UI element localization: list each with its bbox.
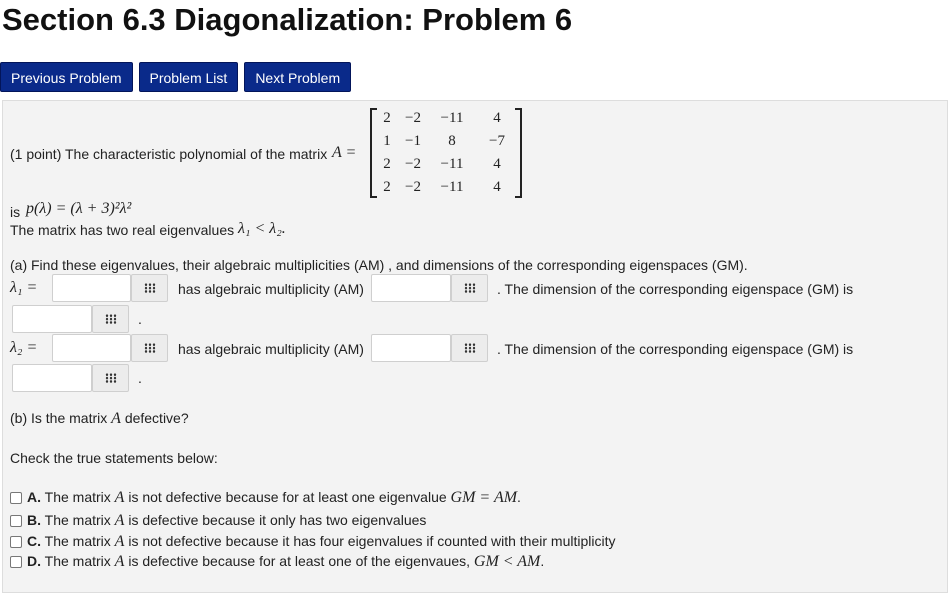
am-label-2: has algebraic multiplicity (AM)	[178, 341, 364, 357]
matrix-cell: 4	[493, 179, 501, 195]
matrix-cell: −7	[489, 133, 505, 149]
matrix-cell: 2	[383, 156, 391, 172]
grid-icon	[144, 343, 156, 353]
lambda1-label: λ₁ =	[10, 279, 38, 296]
gm-label-2: . The dimension of the corresponding eigenspace (GM) is	[497, 341, 854, 357]
period: .	[138, 311, 142, 327]
part-b-text	[10, 410, 189, 428]
eigen-inequality: λ₁ < λ₂.	[238, 220, 286, 237]
am1-matrix-button[interactable]	[451, 274, 488, 302]
am-label-1: has algebraic multiplicity (AM)	[178, 281, 364, 297]
gm1-matrix-button[interactable]	[92, 305, 129, 333]
option-math: GM < AM	[473, 553, 541, 570]
option-var: A	[114, 553, 125, 570]
option-math: GM = AM	[450, 489, 518, 506]
option-var: A	[114, 512, 125, 529]
option-a	[10, 489, 521, 507]
option-letter: C.	[27, 533, 41, 549]
lambda2-input[interactable]	[52, 334, 131, 362]
part-b-var: A	[111, 410, 121, 427]
matrix-cell: 1	[383, 133, 391, 149]
problem-intro: (1 point) The characteristic polynomial of the matrix	[10, 146, 328, 162]
option-var: A	[114, 489, 125, 506]
am2-matrix-button[interactable]	[451, 334, 488, 362]
grid-icon	[464, 283, 476, 293]
option-d	[10, 553, 544, 571]
matrix-cell: −11	[440, 179, 464, 195]
gm2-matrix-button[interactable]	[92, 364, 129, 392]
eigen-statement: The matrix has two real eigenvalues	[10, 222, 235, 238]
option-text: is not defective because it has four eigenvalues if counted with their multiplicity	[128, 533, 616, 549]
matrix-cell: 4	[493, 156, 501, 172]
option-c	[10, 533, 615, 551]
gm1-input[interactable]	[12, 305, 92, 333]
part-b-post: defective?	[124, 410, 189, 426]
matrix-cell: −1	[405, 133, 421, 149]
option-letter: A.	[27, 489, 41, 505]
option-tail: .	[517, 489, 521, 505]
matrix-A	[370, 108, 522, 200]
lambda1-input[interactable]	[52, 274, 131, 302]
period: .	[138, 370, 142, 386]
matrix-cell: −11	[440, 156, 464, 172]
characteristic-polynomial: p(λ) = (λ + 3)²λ²	[26, 200, 132, 217]
option-a-checkbox[interactable]	[10, 492, 22, 504]
option-text: is not defective because for at least one eigenvalue	[128, 489, 447, 505]
option-var: A	[114, 533, 125, 550]
grid-icon	[144, 283, 156, 293]
lambda2-label: λ₂ =	[10, 339, 38, 356]
problem-list-button[interactable]: Problem List	[139, 62, 239, 92]
check-instruction: Check the true statements below:	[10, 450, 218, 466]
matrix-cell: 8	[448, 133, 456, 149]
part-b-pre: (b) Is the matrix	[10, 410, 108, 426]
am1-input[interactable]	[371, 274, 451, 302]
matrix-cell: −2	[405, 156, 421, 172]
am2-input[interactable]	[371, 334, 451, 362]
part-a-text: (a) Find these eigenvalues, their algebraic multiplicities (AM) , and dimensions of the corresponding eigenspaces (GM).	[10, 257, 748, 273]
grid-icon	[464, 343, 476, 353]
grid-icon	[105, 373, 117, 383]
option-pre: The matrix	[44, 489, 111, 505]
option-d-checkbox[interactable]	[10, 556, 22, 568]
option-text: is defective because for at least one of the eigenvaues,	[128, 553, 470, 569]
matrix-cell: −2	[405, 110, 421, 126]
matrix-right-bracket	[515, 108, 522, 198]
option-b-checkbox[interactable]	[10, 515, 22, 527]
option-pre: The matrix	[44, 512, 111, 528]
gm2-input[interactable]	[12, 364, 92, 392]
option-letter: D.	[27, 553, 41, 569]
option-letter: B.	[27, 512, 41, 528]
grid-icon	[105, 314, 117, 324]
page-title: Section 6.3 Diagonalization: Problem 6	[2, 2, 573, 37]
option-pre: The matrix	[44, 553, 111, 569]
gm-label-1: . The dimension of the corresponding eigenspace (GM) is	[497, 281, 854, 297]
lambda1-matrix-button[interactable]	[131, 274, 168, 302]
matrix-cell: −11	[440, 110, 464, 126]
matrix-cell: 2	[383, 179, 391, 195]
option-tail: .	[540, 553, 545, 569]
option-b	[10, 512, 426, 530]
option-pre: The matrix	[44, 533, 111, 549]
matrix-label: A =	[332, 144, 357, 161]
option-text: is defective because it only has two eigenvalues	[128, 512, 427, 528]
matrix-cell: 2	[383, 110, 391, 126]
poly-prefix: is	[10, 204, 21, 220]
next-problem-button[interactable]: Next Problem	[244, 62, 351, 92]
matrix-left-bracket	[370, 108, 377, 198]
problem-nav	[0, 62, 351, 92]
option-c-checkbox[interactable]	[10, 536, 22, 548]
previous-problem-button[interactable]: Previous Problem	[0, 62, 133, 92]
lambda2-matrix-button[interactable]	[131, 334, 168, 362]
matrix-cell: −2	[405, 179, 421, 195]
matrix-cell: 4	[493, 110, 501, 126]
